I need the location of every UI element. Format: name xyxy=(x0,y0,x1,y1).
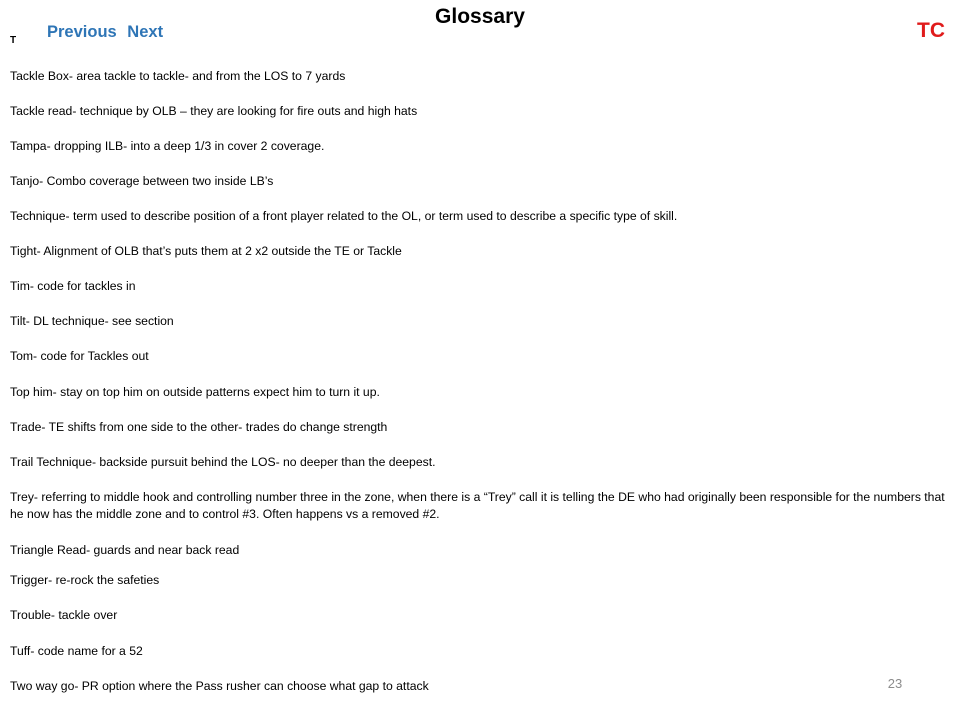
section-letter: T xyxy=(10,35,17,46)
glossary-entry-tom: Tom- code for Tackles out xyxy=(10,349,149,363)
slide-navigation xyxy=(47,20,163,44)
glossary-entry-triangle-read: Triangle Read- guards and near back read xyxy=(10,543,240,557)
glossary-entry-tight: Tight- Alignment of OLB that’s puts them at 2 x2 outside the TE or Tackle xyxy=(10,244,402,258)
glossary-entry-tackle-read: Tackle read- technique by OLB – they are looking for fire outs and high hats xyxy=(10,104,418,118)
glossary-entry-tanjo: Tanjo- Combo coverage between two inside LB’s xyxy=(10,174,274,188)
glossary-entry-tim: Tim- code for tackles in xyxy=(10,279,136,293)
previous-link[interactable]: Previous xyxy=(47,23,117,41)
glossary-entry-tuff: Tuff- code name for a 52 xyxy=(10,644,143,658)
tc-link[interactable]: TC xyxy=(917,19,945,42)
glossary-entry-trade: Trade- TE shifts from one side to the other- trades do change strength xyxy=(10,420,388,434)
glossary-entry-top-him: Top him- stay on top him on outside patterns expect him to turn it up. xyxy=(10,385,380,399)
glossary-entry-tampa: Tampa- dropping ILB- into a deep 1/3 in cover 2 coverage. xyxy=(10,139,325,153)
glossary-entry-technique: Technique- term used to describe position of a front player related to the OL, or term used to describe a specific type of skill. xyxy=(10,209,678,223)
glossary-entry-trey: Trey- referring to middle hook and controlling number three in the zone, when there is a “Trey” call it is telling the DE who had originally been responsible for the numbers that he now has the middle zone and to control #3. Often happens vs a removed #2. xyxy=(10,490,945,521)
glossary-entry-trigger: Trigger- re-rock the safeties xyxy=(10,573,160,587)
glossary-entry-trail-technique: Trail Technique- backside pursuit behind the LOS- no deeper than the deepest. xyxy=(10,455,436,469)
glossary-entry-two-way-go: Two way go- PR option where the Pass rusher can choose what gap to attack xyxy=(10,679,429,693)
next-link[interactable]: Next xyxy=(127,23,164,41)
page-number: 23 xyxy=(887,676,903,691)
glossary-entry-trouble: Trouble- tackle over xyxy=(10,608,118,622)
glossary-entry-tackle-box: Tackle Box- area tackle to tackle- and from the LOS to 7 yards xyxy=(10,69,346,83)
page-title: Glossary xyxy=(435,5,525,28)
glossary-entry-tilt: Tilt- DL technique- see section xyxy=(10,314,174,328)
